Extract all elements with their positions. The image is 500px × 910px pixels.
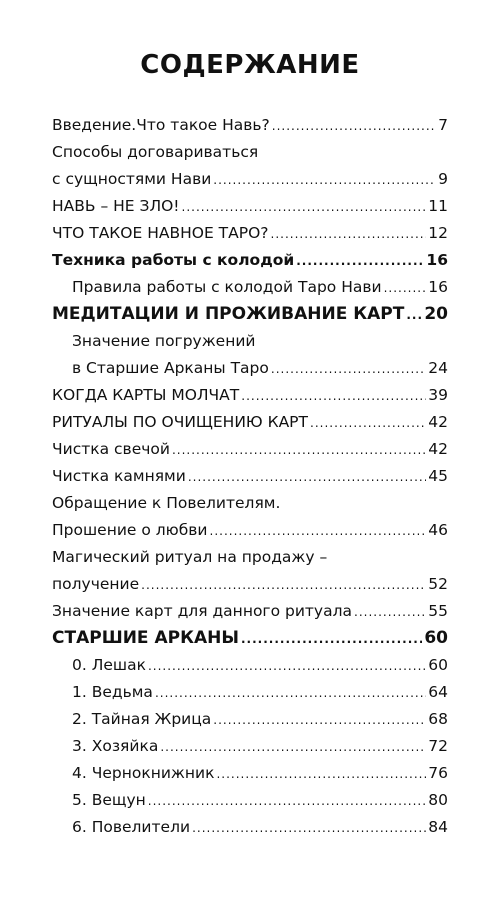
toc-entry-text: 4. Чернокнижник — [72, 764, 215, 782]
toc-entry-page: 68 — [428, 710, 448, 728]
leader-dots — [213, 167, 436, 194]
toc-entry-page: 12 — [428, 224, 448, 242]
toc-entry-page: 76 — [428, 764, 448, 782]
toc-entry-page: 72 — [428, 737, 448, 755]
toc-entry-page: 9 — [438, 170, 448, 188]
leader-dots — [192, 815, 426, 842]
toc-entry-text: СТАРШИЕ АРКАНЫ — [52, 628, 239, 648]
table-of-contents — [52, 112, 448, 841]
leader-dots — [216, 761, 426, 788]
leader-dots — [271, 221, 427, 248]
toc-entry-text: Правила работы с колодой Таро Нави — [72, 278, 382, 296]
toc-entry-text: с сущностями Нави — [52, 170, 212, 188]
toc-entry-page: 52 — [428, 575, 448, 593]
toc-entry-text: в Старшие Арканы Таро — [72, 359, 269, 377]
toc-subentry — [52, 760, 448, 787]
leader-dots — [188, 464, 426, 491]
toc-entry — [52, 139, 448, 166]
toc-section-heading — [52, 247, 448, 274]
leader-dots — [141, 572, 426, 599]
leader-dots — [213, 707, 426, 734]
toc-entry-text: НАВЬ – НЕ ЗЛО! — [52, 197, 180, 215]
toc-entry — [52, 436, 448, 463]
toc-entry-page: 42 — [428, 440, 448, 458]
toc-entry-text: МЕДИТАЦИИ И ПРОЖИВАНИЕ КАРТ — [52, 304, 405, 324]
toc-section-heading — [52, 625, 448, 652]
leader-dots — [272, 113, 436, 140]
toc-entry-text: Способы договариваться — [52, 143, 259, 161]
toc-entry-page: 7 — [438, 116, 448, 134]
toc-entry-text: 5. Вещун — [72, 791, 146, 809]
toc-entry-page: 80 — [428, 791, 448, 809]
toc-entry-page: 16 — [428, 278, 448, 296]
leader-dots — [148, 788, 426, 815]
toc-entry — [52, 598, 448, 625]
leader-dots — [310, 410, 426, 437]
toc-entry-text: РИТУАЛЫ ПО ОЧИЩЕНИЮ КАРТ — [52, 413, 308, 431]
toc-entry — [52, 463, 448, 490]
toc-entry-text: КОГДА КАРТЫ МОЛЧАТ — [52, 386, 240, 404]
toc-entry — [52, 409, 448, 436]
toc-subentry — [52, 706, 448, 733]
toc-entry-text: 2. Тайная Жрица — [72, 710, 212, 728]
toc-entry-page: 39 — [428, 386, 448, 404]
toc-entry-text: Чистка свечой — [52, 440, 170, 458]
toc-entry-text: ЧТО ТАКОЕ НАВНОЕ ТАРО? — [52, 224, 269, 242]
toc-entry-page: 42 — [428, 413, 448, 431]
leader-dots — [210, 518, 427, 545]
toc-entry-page: 20 — [424, 304, 448, 324]
toc-entry-page: 60 — [428, 656, 448, 674]
leader-dots — [172, 437, 426, 464]
toc-entry-text: 3. Хозяйка — [72, 737, 159, 755]
toc-entry-page: 64 — [428, 683, 448, 701]
toc-subentry — [52, 787, 448, 814]
toc-entry-page: 84 — [428, 818, 448, 836]
toc-subentry — [52, 814, 448, 841]
toc-entry-page: 60 — [424, 628, 448, 648]
leader-dots — [354, 599, 426, 626]
toc-entry-page: 11 — [428, 197, 448, 215]
toc-entry — [52, 544, 448, 571]
leader-dots — [182, 194, 427, 221]
toc-entry-page: 46 — [428, 521, 448, 539]
toc-entry-text: Введение.Что такое Навь? — [52, 116, 270, 134]
toc-entry-text: Значение карт для данного ритуала — [52, 602, 353, 620]
toc-entry — [52, 166, 448, 193]
toc-entry — [52, 112, 448, 139]
leader-dots — [296, 248, 424, 275]
toc-entry-page: 45 — [428, 467, 448, 485]
leader-dots — [241, 626, 422, 653]
toc-entry-page: 24 — [428, 359, 448, 377]
toc-subentry — [52, 733, 448, 760]
toc-subentry — [52, 679, 448, 706]
leader-dots — [406, 302, 422, 329]
toc-entry — [52, 382, 448, 409]
toc-entry-text: Техника работы с колодой — [52, 251, 295, 269]
toc-entry — [52, 193, 448, 220]
toc-section-heading — [52, 301, 448, 328]
page-title: СОДЕРЖАНИЕ — [140, 50, 360, 80]
toc-entry — [52, 220, 448, 247]
toc-entry-text: получение — [52, 575, 140, 593]
leader-dots — [241, 383, 426, 410]
leader-dots — [155, 680, 426, 707]
toc-entry-text: Прошение о любви — [52, 521, 208, 539]
toc-entry-text: Магический ритуал на продажу – — [52, 548, 328, 566]
leader-dots — [160, 734, 426, 761]
toc-entry-text: Обращение к Повелителям. — [52, 494, 281, 512]
toc-entry — [52, 517, 448, 544]
toc-entry-page: 16 — [426, 251, 448, 269]
toc-subentry — [52, 652, 448, 679]
toc-entry-page: 55 — [428, 602, 448, 620]
toc-entry-text: 6. Повелители — [72, 818, 191, 836]
toc-subentry — [52, 355, 448, 382]
toc-entry-text: Чистка камнями — [52, 467, 186, 485]
toc-entry-text: 0. Лешак — [72, 656, 146, 674]
leader-dots — [384, 275, 427, 302]
leader-dots — [271, 356, 426, 383]
toc-subentry — [52, 274, 448, 301]
toc-entry-text: 1. Ведьма — [72, 683, 153, 701]
toc-entry — [52, 490, 448, 517]
leader-dots — [148, 653, 426, 680]
toc-entry — [52, 571, 448, 598]
toc-entry-text: Значение погружений — [72, 332, 256, 350]
toc-subentry — [52, 328, 448, 355]
